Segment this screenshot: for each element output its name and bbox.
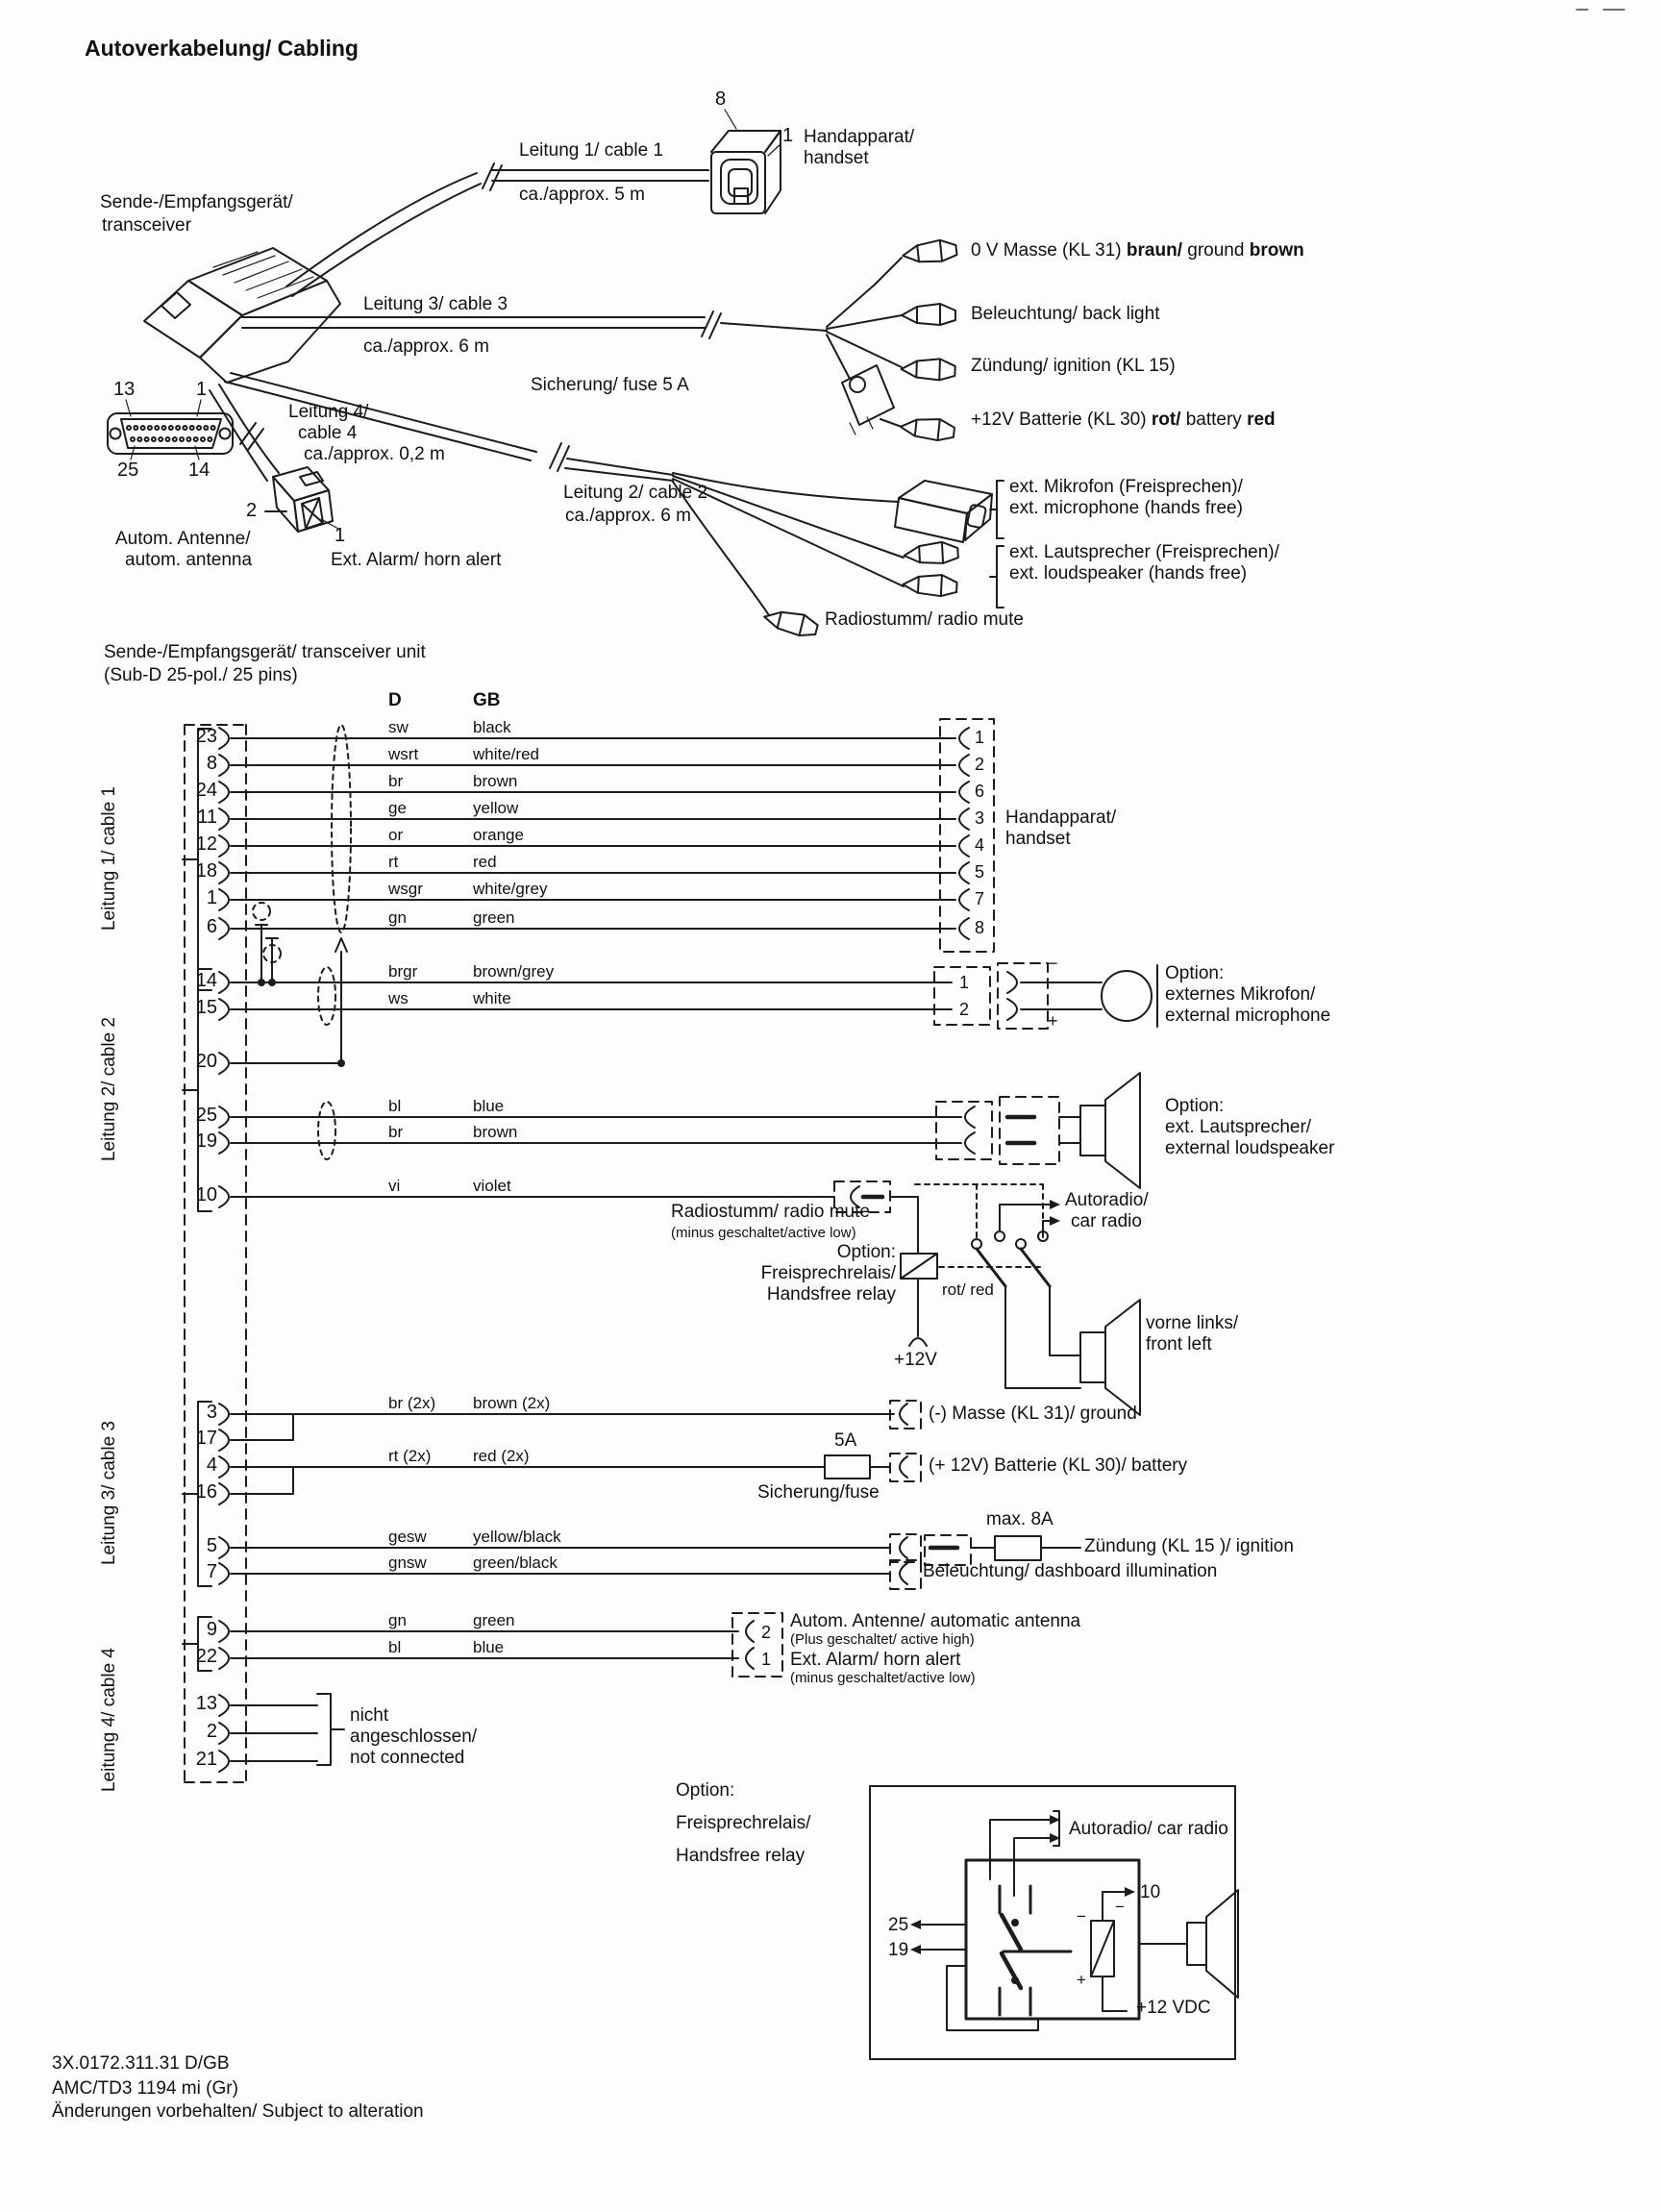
wire-color-gb: black bbox=[473, 718, 511, 736]
battery-terminal-label: (+ 12V) Batterie (KL 30)/ battery bbox=[929, 1455, 1188, 1476]
pin-number: 1 bbox=[206, 887, 217, 908]
cable3-vertical-label: Leitung 3/ cable 3 bbox=[99, 1421, 119, 1566]
left-pin-arcs bbox=[219, 728, 229, 1772]
subd-connector-drawing bbox=[108, 400, 233, 460]
column-d: D bbox=[388, 690, 402, 710]
pin-number: 13 bbox=[195, 1693, 217, 1714]
pin-number: 23 bbox=[195, 726, 217, 747]
subd-pin13: 13 bbox=[113, 379, 136, 400]
radio-mute-label-1: Radiostumm/ radio mute bbox=[671, 1202, 870, 1222]
wire-color-gb: red bbox=[473, 853, 497, 871]
relay-box-option-1: Option: bbox=[676, 1780, 735, 1801]
mic-plus: + bbox=[1048, 1011, 1058, 1031]
wire-color-gb: brown bbox=[473, 772, 518, 790]
wire-color-gb: green bbox=[473, 1611, 515, 1629]
wire-color-gb: white/red bbox=[473, 745, 539, 763]
terminal-battery-mid: battery bbox=[1180, 410, 1248, 430]
column-gb: GB bbox=[473, 690, 501, 710]
relay-pin25: 25 bbox=[888, 1915, 909, 1935]
pin-number: 5 bbox=[206, 1535, 217, 1556]
antenna-pin2: 2 bbox=[246, 500, 258, 521]
relay-minus-terminal: − bbox=[1115, 1898, 1125, 1916]
wire-color-d: wsrt bbox=[388, 745, 419, 763]
fuse-label: Sicherung/ fuse 5 A bbox=[531, 375, 689, 395]
relay-box-option-2: Freisprechrelais/ bbox=[676, 1813, 811, 1833]
doc-number: 3X.0172.311.31 D/GB bbox=[52, 2053, 230, 2074]
ignition-label: Zündung (KL 15 )/ ignition bbox=[1084, 1536, 1294, 1556]
wire-color-d: sw bbox=[388, 718, 409, 736]
handset-pin: 3 bbox=[975, 808, 985, 828]
alarm-pin1: 1 bbox=[335, 525, 346, 546]
pin-number: 10 bbox=[195, 1184, 217, 1205]
handset-pin: 5 bbox=[975, 862, 985, 882]
pinout-header-2: (Sub-D 25-pol./ 25 pins) bbox=[104, 665, 298, 685]
handset-connector bbox=[940, 719, 994, 952]
loudspeaker-option bbox=[936, 1073, 1140, 1188]
antenna-label-2: autom. antenna bbox=[125, 550, 253, 570]
antenna-out-note: (Plus geschaltet/ active high) bbox=[790, 1631, 975, 1648]
cable4-label-2: cable 4 bbox=[298, 423, 358, 443]
ext-mic-label-2: ext. microphone (hands free) bbox=[1009, 498, 1243, 518]
handset-pin: 1 bbox=[975, 728, 985, 747]
wire-color-d: gn bbox=[388, 908, 407, 927]
cable1-length: ca./approx. 5 m bbox=[519, 185, 645, 205]
alarm-out-label: Ext. Alarm/ horn alert bbox=[790, 1650, 961, 1670]
terminal-ground-en-color: brown bbox=[1249, 240, 1304, 261]
pin-number: 6 bbox=[206, 916, 217, 937]
terminal-ground-mid: ground bbox=[1181, 240, 1250, 261]
pin-number: 21 bbox=[195, 1749, 217, 1770]
subd-pin14: 14 bbox=[188, 460, 211, 481]
terminal-battery-de-color: rot/ bbox=[1151, 410, 1181, 430]
radio-mute-label-top: Radiostumm/ radio mute bbox=[825, 609, 1024, 630]
front-left-label-2: front left bbox=[1146, 1334, 1212, 1355]
cable1-name: Leitung 1/ cable 1 bbox=[519, 140, 664, 161]
wire-color-d: br (2x) bbox=[388, 1394, 436, 1412]
handset-pin: 6 bbox=[975, 782, 985, 801]
pin-number: 25 bbox=[195, 1105, 217, 1126]
ext-mic-label-1: ext. Mikrofon (Freisprechen)/ bbox=[1009, 477, 1243, 497]
antenna-out-label: Autom. Antenne/ automatic antenna bbox=[790, 1611, 1081, 1631]
relay-pin10: 10 bbox=[1140, 1882, 1161, 1902]
wire-color-gb: yellow bbox=[473, 799, 519, 817]
handset-pin8: 8 bbox=[715, 88, 727, 110]
pin-number: 24 bbox=[195, 780, 217, 801]
relay-coil-plus: + bbox=[1077, 1971, 1086, 1989]
pin-number: 12 bbox=[195, 833, 217, 855]
wire-color-gb: brown bbox=[473, 1123, 518, 1141]
doc-disclaimer: Änderungen vorbehalten/ Subject to alteration bbox=[52, 2101, 424, 2122]
wire-color-d: rt bbox=[388, 853, 399, 871]
wire-color-d: gn bbox=[388, 1611, 407, 1629]
mic-pin: 1 bbox=[959, 973, 970, 992]
pin-number: 19 bbox=[195, 1131, 217, 1152]
relay-autoradio-label: Autoradio/ car radio bbox=[1069, 1819, 1228, 1839]
cable4-label-3: ca./approx. 0,2 m bbox=[304, 444, 445, 464]
illumination-label: Beleuchtung/ dashboard illumination bbox=[923, 1561, 1218, 1581]
antenna-label-1: Autom. Antenne/ bbox=[115, 529, 251, 549]
mic-pin: 2 bbox=[959, 1000, 970, 1019]
wire-color-d: gesw bbox=[388, 1528, 427, 1546]
car-radio-label-1: Autoradio/ bbox=[1065, 1190, 1149, 1210]
handset-pin: 2 bbox=[975, 755, 985, 774]
transceiver-label-2: transceiver bbox=[102, 215, 191, 236]
handset-unit-label-1: Handapparat/ bbox=[1005, 808, 1117, 828]
wire-color-gb: green/black bbox=[473, 1553, 558, 1572]
wire-color-d: gnsw bbox=[388, 1553, 427, 1572]
wire-color-gb: brown/grey bbox=[473, 962, 555, 981]
antenna-pin: 2 bbox=[761, 1623, 772, 1642]
ext-spk-label-2: ext. loudspeaker (hands free) bbox=[1009, 563, 1248, 584]
relay-12vdc-label: +12 VDC bbox=[1136, 1998, 1211, 2018]
relay-option-mid-2: Freisprechrelais/ bbox=[760, 1263, 896, 1283]
mic-option-2: externes Mikrofon/ bbox=[1165, 984, 1316, 1005]
relay-coil-minus: − bbox=[1077, 1907, 1086, 1926]
pin-number: 16 bbox=[195, 1481, 217, 1503]
wire-color-d: br bbox=[388, 1123, 404, 1141]
wire-color-gb: blue bbox=[473, 1638, 505, 1656]
cable4-label-1: Leitung 4/ bbox=[288, 402, 369, 422]
pin-number: 17 bbox=[195, 1428, 217, 1449]
car-radio-label-2: car radio bbox=[1071, 1211, 1142, 1231]
handset-pin1: 1 bbox=[782, 125, 794, 146]
wire-color-d: bl bbox=[388, 1097, 402, 1115]
mic-option-3: external microphone bbox=[1165, 1006, 1331, 1026]
wire-color-d: or bbox=[388, 826, 404, 844]
subd-pin25: 25 bbox=[117, 460, 139, 481]
cable1-wires bbox=[231, 738, 955, 929]
relay-box-option-3: Handsfree relay bbox=[676, 1846, 806, 1866]
wire-color-gb: yellow/black bbox=[473, 1528, 561, 1546]
cable4-vertical-label: Leitung 4/ cable 4 bbox=[99, 1648, 119, 1793]
wire-color-d: rt (2x) bbox=[388, 1447, 432, 1465]
wire-color-d: ge bbox=[388, 799, 407, 817]
pin-number: 14 bbox=[195, 970, 217, 991]
rot-red-label: rot/ red bbox=[942, 1280, 994, 1299]
wire-color-d: vi bbox=[388, 1177, 401, 1195]
handset-pin: 8 bbox=[975, 918, 985, 937]
terminal-ignition: Zündung/ ignition (KL 15) bbox=[971, 356, 1176, 376]
wire-color-d: wsgr bbox=[388, 880, 423, 898]
nc-label-2: angeschlossen/ bbox=[350, 1727, 478, 1747]
pin-number: 4 bbox=[206, 1454, 217, 1476]
spk-option-2: ext. Lautsprecher/ bbox=[1165, 1117, 1312, 1137]
wire-color-gb: green bbox=[473, 908, 515, 927]
terminal-battery-en-color: red bbox=[1247, 410, 1276, 430]
pin-number: 3 bbox=[206, 1402, 217, 1423]
plus12v-label: +12V bbox=[894, 1350, 937, 1370]
subd-pin1: 1 bbox=[196, 379, 208, 400]
cable2-name: Leitung 2/ cable 2 bbox=[563, 483, 708, 503]
alarm-label: Ext. Alarm/ horn alert bbox=[331, 550, 502, 570]
wire-color-gb: violet bbox=[473, 1177, 511, 1195]
max-8a-label: max. 8A bbox=[986, 1509, 1054, 1529]
page-title: Autoverkabelung/ Cabling bbox=[85, 36, 359, 61]
pin-number: 18 bbox=[195, 860, 217, 882]
handset-label-1: Handapparat/ bbox=[804, 127, 915, 147]
cable2-vertical-label: Leitung 2/ cable 2 bbox=[99, 1017, 119, 1162]
not-connected-stubs bbox=[231, 1694, 344, 1765]
terminal-ground bbox=[971, 240, 1304, 261]
wire-color-d: ws bbox=[388, 989, 409, 1007]
doc-revision: AMC/TD3 1194 mi (Gr) bbox=[52, 2078, 238, 2099]
terminal-battery bbox=[971, 410, 1276, 430]
handset-pin: 4 bbox=[975, 835, 985, 855]
wire-color-d: bl bbox=[388, 1638, 402, 1656]
spk-option-3: external loudspeaker bbox=[1165, 1138, 1335, 1158]
alarm-out-note: (minus geschaltet/active low) bbox=[790, 1670, 976, 1686]
handset-pin: 7 bbox=[975, 889, 985, 908]
relay-option-mid-3: Handsfree relay bbox=[766, 1284, 896, 1305]
wire-color-gb: blue bbox=[473, 1097, 505, 1115]
cable2-length: ca./approx. 6 m bbox=[565, 506, 691, 526]
mic-minus: − bbox=[1048, 954, 1058, 973]
relay-option-mid-1: Option: bbox=[836, 1242, 896, 1262]
pin-number: 9 bbox=[206, 1619, 217, 1640]
relay-pin19: 19 bbox=[888, 1940, 909, 1960]
alarm-pin: 1 bbox=[761, 1650, 772, 1669]
cable3-length: ca./approx. 6 m bbox=[363, 336, 489, 357]
pin-number: 20 bbox=[195, 1051, 217, 1072]
radio-mute-label-2: (minus geschaltet/active low) bbox=[671, 1225, 856, 1241]
pin-number: 11 bbox=[197, 807, 217, 828]
front-left-label-1: vorne links/ bbox=[1146, 1313, 1239, 1333]
ground-terminal-label: (-) Masse (KL 31)/ ground bbox=[929, 1404, 1137, 1424]
wire-color-gb: orange bbox=[473, 826, 524, 844]
handset-label-2: handset bbox=[804, 148, 869, 168]
terminal-battery-text: +12V Batterie (KL 30) bbox=[971, 410, 1152, 430]
sicherung-fuse-label: Sicherung/fuse bbox=[757, 1482, 880, 1503]
cable3-name: Leitung 3/ cable 3 bbox=[363, 294, 508, 314]
terminal-ground-text: 0 V Masse (KL 31) bbox=[971, 240, 1127, 261]
ext-spk-label-1: ext. Lautsprecher (Freisprechen)/ bbox=[1009, 542, 1279, 562]
wire-color-gb: white bbox=[473, 989, 511, 1007]
fuse-5a-label: 5A bbox=[834, 1430, 857, 1451]
cable1-vertical-label: Leitung 1/ cable 1 bbox=[99, 786, 119, 932]
pin-number: 2 bbox=[206, 1721, 217, 1742]
pin-number: 8 bbox=[206, 753, 217, 774]
wire-color-gb: red (2x) bbox=[473, 1447, 530, 1465]
handset-unit-label-2: handset bbox=[1005, 829, 1071, 849]
nc-label-3: not connected bbox=[350, 1748, 465, 1768]
nc-label-1: nicht bbox=[350, 1705, 389, 1726]
terminal-backlight: Beleuchtung/ back light bbox=[971, 304, 1160, 324]
wire-color-d: brgr bbox=[388, 962, 418, 981]
pin-number: 15 bbox=[195, 997, 217, 1018]
pin-number: 22 bbox=[195, 1646, 217, 1667]
wire-color-gb: white/grey bbox=[473, 880, 548, 898]
mic-option-1: Option: bbox=[1165, 963, 1225, 983]
spk-option-1: Option: bbox=[1165, 1096, 1225, 1116]
terminal-ground-de-color: braun/ bbox=[1126, 240, 1182, 261]
wire-color-gb: brown (2x) bbox=[473, 1394, 551, 1412]
pin-number: 7 bbox=[206, 1561, 217, 1582]
transceiver-label-1: Sende-/Empfangsgerät/ bbox=[100, 192, 293, 212]
pinout-header-1: Sende-/Empfangsgerät/ transceiver unit bbox=[104, 642, 426, 662]
shield-symbols bbox=[253, 725, 351, 1159]
wire-color-d: br bbox=[388, 772, 404, 790]
